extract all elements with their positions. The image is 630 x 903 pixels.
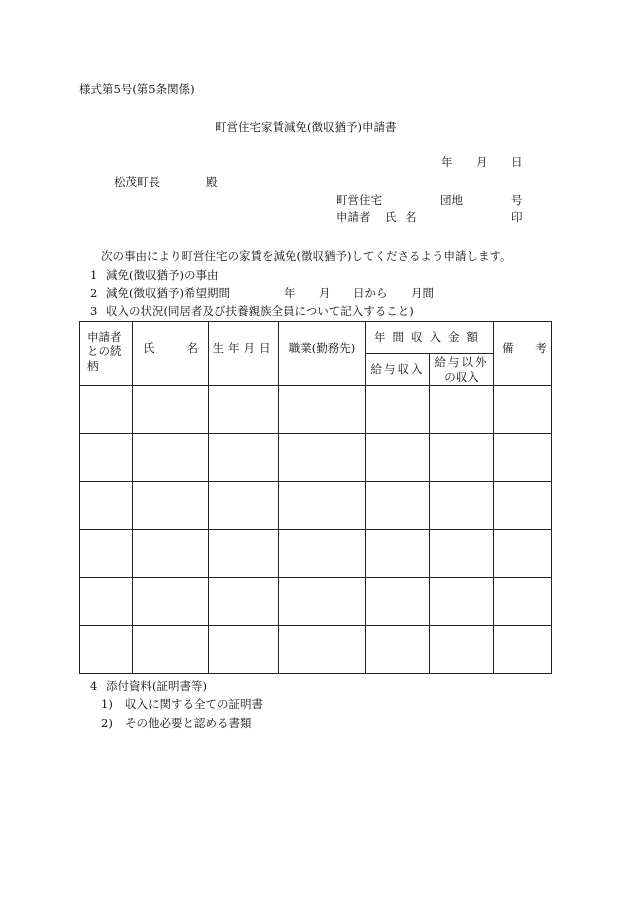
income-table — [79, 321, 552, 674]
name-cell[interactable] — [133, 482, 209, 530]
danchi-label: 団地 — [440, 193, 463, 207]
table-row — [80, 578, 552, 626]
addressee-honorific: 殿 — [206, 175, 218, 189]
name-cell[interactable] — [133, 530, 209, 578]
table-row — [80, 386, 552, 434]
other-income-header — [430, 354, 494, 386]
name-cell[interactable] — [133, 626, 209, 674]
birthdate-header: 生年月日 — [209, 322, 279, 386]
date-year: 年 — [441, 155, 453, 169]
table-row — [80, 482, 552, 530]
intro-text: 次の事由により町営住宅の家賃を減免(徴収猶予)してくださるよう申請します。 — [101, 249, 512, 263]
salary-income-cell[interactable] — [366, 578, 430, 626]
birthdate-cell[interactable] — [209, 482, 279, 530]
relation-cell[interactable] — [80, 530, 133, 578]
attachment-2-text: その他必要と認める書類 — [125, 716, 252, 730]
other-income-cell[interactable] — [430, 386, 494, 434]
other-income-cell[interactable] — [430, 530, 494, 578]
remarks-cell[interactable] — [494, 530, 552, 578]
salary-income-cell[interactable] — [366, 482, 430, 530]
occupation-cell[interactable] — [279, 386, 366, 434]
birthdate-cell[interactable] — [209, 626, 279, 674]
remarks-cell[interactable] — [494, 434, 552, 482]
item-2-months: 月間 — [411, 286, 434, 300]
salary-income-cell[interactable] — [366, 530, 430, 578]
occupation-cell[interactable] — [279, 434, 366, 482]
item-2-number: 2 — [90, 286, 98, 300]
name-cell[interactable] — [133, 578, 209, 626]
birthdate-cell[interactable] — [209, 434, 279, 482]
seal-label: 印 — [511, 210, 523, 224]
attachment-2-number: 2) — [101, 716, 113, 730]
relation-header-line2: との続 — [87, 344, 122, 359]
other-income-cell[interactable] — [430, 626, 494, 674]
salary-income-cell[interactable] — [366, 386, 430, 434]
relation-cell[interactable] — [80, 386, 133, 434]
occupation-cell[interactable] — [279, 530, 366, 578]
item-3-text: 収入の状況(同居者及び扶養親族全員について記入すること) — [106, 304, 414, 318]
birthdate-cell[interactable] — [209, 386, 279, 434]
attachments-heading: 添付資料(証明書等) — [106, 679, 207, 693]
other-income-cell[interactable] — [430, 434, 494, 482]
salary-income-cell[interactable] — [366, 626, 430, 674]
item-2-month: 月 — [319, 286, 331, 300]
other-income-cell[interactable] — [430, 482, 494, 530]
other-income-cell[interactable] — [430, 578, 494, 626]
remarks-cell[interactable] — [494, 386, 552, 434]
table-row — [80, 530, 552, 578]
name-header-shi: 氏 — [143, 341, 155, 356]
table-row — [80, 434, 552, 482]
form-number: 様式第5号(第5条関係) — [79, 82, 195, 96]
name-header-mei: 名 — [186, 341, 198, 356]
remarks-header: 備 考 — [494, 322, 552, 386]
document-title: 町営住宅家賃減免(徴収猶予)申請書 — [215, 120, 397, 134]
remarks-cell[interactable] — [494, 578, 552, 626]
addressee-name: 松茂町長 — [114, 175, 160, 189]
name-header — [133, 322, 209, 386]
relation-cell[interactable] — [80, 578, 133, 626]
annual-income-header: 年間収入金額 — [366, 322, 494, 354]
item-2-year: 年 — [284, 286, 296, 300]
number-label: 号 — [511, 193, 523, 207]
item-3-number: 3 — [90, 304, 98, 318]
housing-label: 町営住宅 — [336, 193, 382, 207]
relation-cell[interactable] — [80, 434, 133, 482]
salary-income-cell[interactable] — [366, 434, 430, 482]
attachments-number: 4 — [90, 679, 98, 693]
remarks-cell[interactable] — [494, 482, 552, 530]
occupation-header: 職業(勤務先) — [279, 322, 366, 386]
relation-cell[interactable] — [80, 482, 133, 530]
date-month: 月 — [476, 155, 488, 169]
name-cell[interactable] — [133, 386, 209, 434]
attachment-1-text: 収入に関する全ての証明書 — [125, 697, 263, 711]
birthdate-cell[interactable] — [209, 578, 279, 626]
date-day: 日 — [511, 155, 523, 169]
occupation-cell[interactable] — [279, 482, 366, 530]
table-row — [80, 626, 552, 674]
relation-header — [80, 322, 133, 386]
remarks-cell[interactable] — [494, 626, 552, 674]
salary-income-header: 給与収入 — [366, 354, 430, 386]
relation-header-line3: 柄 — [87, 358, 99, 373]
attachment-1-number: 1) — [101, 697, 113, 711]
applicant-label: 申請者 — [336, 210, 371, 224]
item-2-from: 日から — [353, 286, 388, 300]
name-cell[interactable] — [133, 434, 209, 482]
occupation-cell[interactable] — [279, 626, 366, 674]
occupation-cell[interactable] — [279, 578, 366, 626]
item-2-text: 減免(徴収猶予)希望期間 — [106, 286, 230, 300]
birthdate-cell[interactable] — [209, 530, 279, 578]
other-income-header-line2: の収入 — [444, 369, 479, 384]
other-income-header-line1: 給与以外 — [434, 355, 489, 370]
relation-cell[interactable] — [80, 626, 133, 674]
item-1-number: 1 — [90, 268, 98, 282]
relation-header-line1: 申請者 — [87, 330, 122, 344]
applicant-shi-label: 氏 — [385, 210, 397, 224]
applicant-mei-label: 名 — [405, 210, 417, 224]
item-1-text: 減免(徴収猶予)の事由 — [106, 268, 219, 282]
